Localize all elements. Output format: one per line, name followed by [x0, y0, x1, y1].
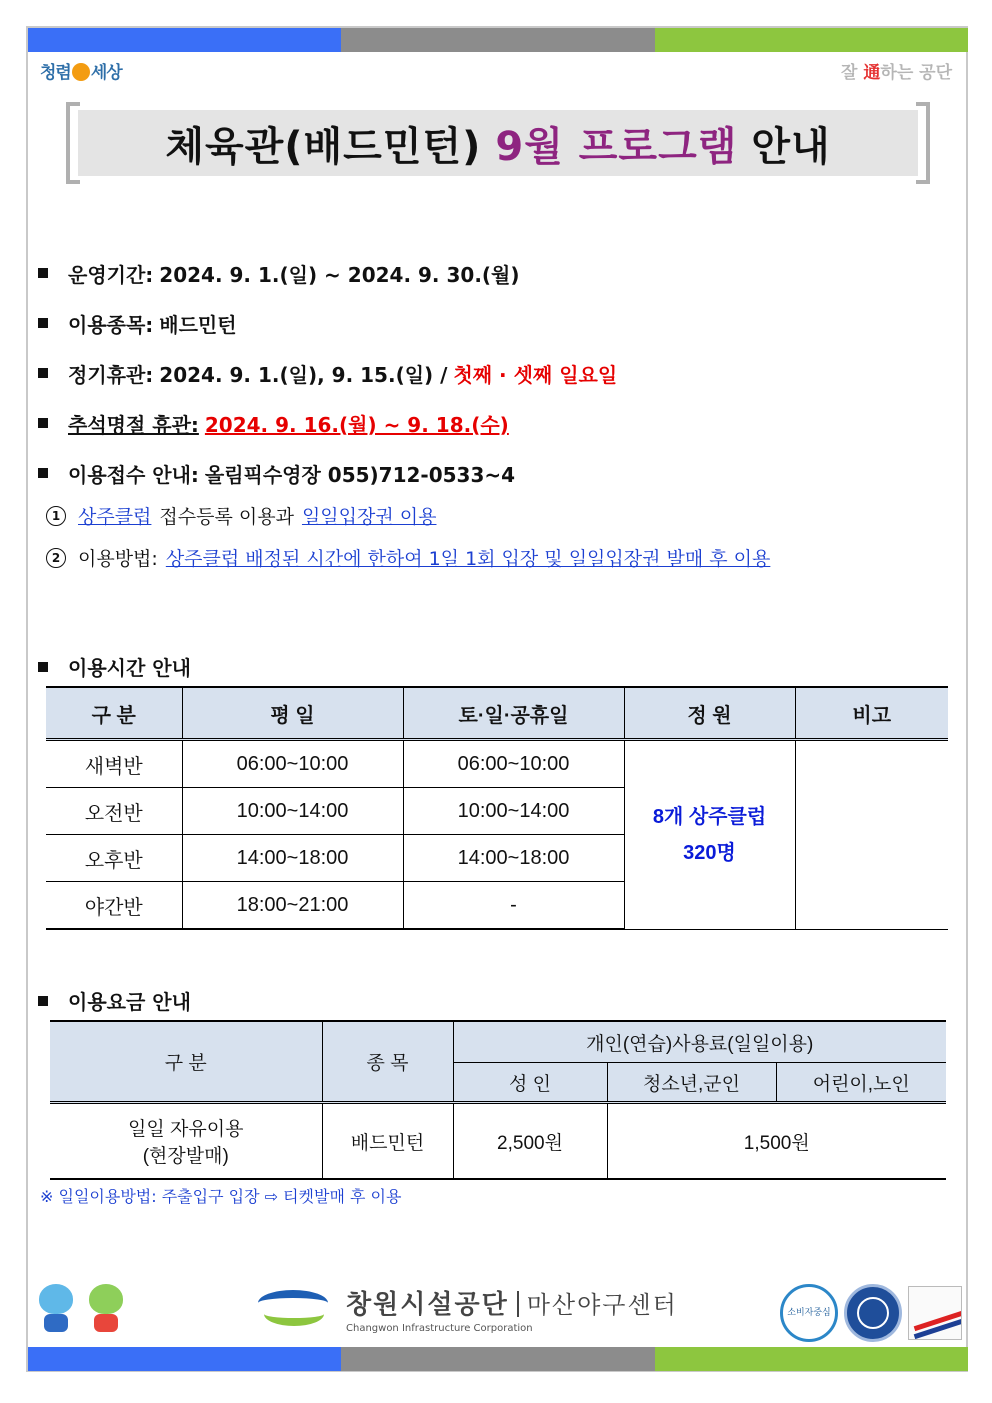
- table-row: [50, 1103, 946, 1180]
- row-weekday: 10:00~14:00: [182, 788, 403, 835]
- fee-header-category: 구 분: [50, 1021, 322, 1103]
- fee-header-child: 어린이,노인: [776, 1063, 946, 1103]
- info-holiday: 추석명절 휴관: 2024. 9. 16.(월) ~ 9. 18.(수): [38, 398, 958, 448]
- square-bullet-icon: [38, 996, 48, 1006]
- fee-header-adult: 성 인: [453, 1063, 607, 1103]
- fee-header-youth: 청소년,군인: [607, 1063, 776, 1103]
- resident-club-link[interactable]: 상주클럽: [78, 506, 152, 528]
- info-closed: 정기휴관: 2024. 9. 1.(일), 9. 15.(일) / 첫째 · 셋째 일요일: [38, 348, 958, 398]
- remark-cell: [795, 740, 948, 930]
- bottom-color-bar: [28, 1347, 968, 1371]
- row-weekend: 10:00~14:00: [403, 788, 624, 835]
- table-header-row: [46, 687, 948, 740]
- circled-number-icon: 2: [46, 548, 66, 568]
- smile-icon: [72, 63, 90, 81]
- row-weekday: 14:00~18:00: [182, 835, 403, 882]
- fee-item: 배드민턴: [322, 1103, 453, 1180]
- fees-table: [50, 1020, 946, 1180]
- mascots: [36, 1284, 126, 1334]
- certification-flag-icon: [908, 1286, 962, 1340]
- ccm-badge-icon: 소비자중심: [780, 1284, 838, 1342]
- row-weekend: 06:00~10:00: [403, 740, 624, 788]
- certification-badges: [780, 1284, 962, 1342]
- daily-ticket-link[interactable]: 일일입장권 이용: [301, 506, 437, 528]
- schedule-heading: 이용시간 안내: [38, 652, 191, 681]
- header-category: 구 분: [46, 687, 182, 740]
- row-name: 오후반: [46, 835, 182, 882]
- sub-item-registration: 1 상주클럽 접수등록 이용과 일일입장권 이용: [46, 502, 436, 529]
- fee-adult: 2,500원: [453, 1103, 607, 1180]
- square-bullet-icon: [38, 268, 48, 278]
- integrity-world-logo: 청렴 세상: [40, 63, 122, 83]
- row-weekend: -: [403, 882, 624, 930]
- human-rights-badge-icon: [844, 1284, 902, 1342]
- table-row: [46, 740, 948, 788]
- info-period: 운영기간: 2024. 9. 1.(일) ~ 2024. 9. 30.(월): [38, 248, 958, 298]
- top-color-bar: [28, 28, 968, 52]
- title-frame: [66, 102, 930, 184]
- table-header-row: [50, 1021, 946, 1063]
- title-bracket-right: [916, 102, 930, 184]
- fee-header-group: 개인(연습)사용료(일일이용): [453, 1021, 946, 1063]
- row-name: 새벽반: [46, 740, 182, 788]
- row-name: 야간반: [46, 882, 182, 930]
- org-name: 창원시설공단: [346, 1290, 509, 1320]
- fee-header-item: 종 목: [322, 1021, 453, 1103]
- header-capacity: 정 원: [624, 687, 795, 740]
- info-contact: 이용접수 안내: 올림픽수영장 055)712-0533~4: [38, 448, 958, 498]
- usage-method-link[interactable]: 상주클럽 배정된 시간에 한하여 1일 1회 입장 및 일일입장권 발매 후 이용: [165, 548, 771, 570]
- fees-heading: 이용요금 안내: [38, 986, 191, 1015]
- organization-logo: [258, 1284, 678, 1334]
- header-remark: 비고: [795, 687, 948, 740]
- row-weekend: 14:00~18:00: [403, 835, 624, 882]
- square-bullet-icon: [38, 468, 48, 478]
- fee-category: 일일 자유이용 (현장발매): [50, 1103, 322, 1180]
- square-bullet-icon: [38, 318, 48, 328]
- info-item: 이용종목: 배드민턴: [38, 298, 958, 348]
- row-weekday: 18:00~21:00: [182, 882, 403, 930]
- square-bullet-icon: [38, 368, 48, 378]
- capacity-people: 320명: [683, 841, 736, 864]
- org-center: 마산야구센터: [526, 1291, 678, 1319]
- fee-reduced: 1,500원: [607, 1103, 946, 1180]
- schedule-table: [46, 686, 948, 930]
- capacity-clubs: 8개 상주클럽: [652, 805, 767, 828]
- page-title: 체육관(배드민턴) 9월 프로그램 안내: [78, 110, 918, 176]
- corporation-slogan: 잘 通하는 공단: [841, 63, 952, 83]
- circled-number-icon: 1: [46, 506, 66, 526]
- org-english-name: Changwon Infrastructure Corporation: [346, 1323, 533, 1334]
- row-weekday: 06:00~10:00: [182, 740, 403, 788]
- usage-note: ※ 일일이용방법: 주출입구 입장 ⇨ 티켓발매 후 이용: [40, 1187, 402, 1206]
- row-name: 오전반: [46, 788, 182, 835]
- square-bullet-icon: [38, 418, 48, 428]
- header-weekend: 토·일·공휴일: [403, 687, 624, 740]
- sub-item-method: 2 이용방법: 상주클럽 배정된 시간에 한하여 1일 1회 입장 및 일일입장권 발매 후 이용: [46, 544, 770, 571]
- capacity-cell: [624, 740, 795, 930]
- square-bullet-icon: [38, 662, 48, 672]
- corporation-emblem-icon: [258, 1284, 332, 1334]
- header-weekday: 평 일: [182, 687, 403, 740]
- info-list: [38, 248, 958, 498]
- mascot-blue-icon: [36, 1284, 76, 1334]
- mascot-green-icon: [86, 1284, 126, 1334]
